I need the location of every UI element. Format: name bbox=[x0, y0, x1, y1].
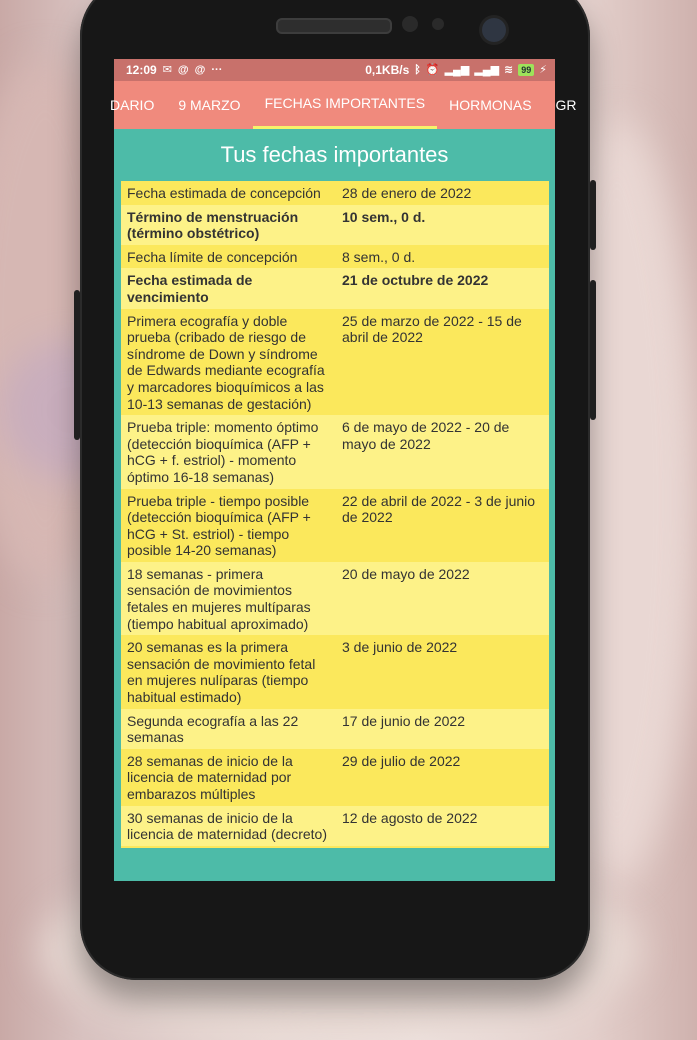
tab-hormonas[interactable]: HORMONAS bbox=[449, 97, 532, 113]
date-value: 6 de mayo de 2022 - 20 de mayo de 2022 bbox=[336, 415, 549, 488]
date-value: 29 de julio de 2022 bbox=[336, 749, 549, 806]
at-icon: @ bbox=[177, 63, 189, 76]
signal-icon: ▂▄▆ bbox=[474, 63, 500, 76]
date-label: Término de menstruación (término obstétrico) bbox=[121, 205, 336, 245]
tab-fechas-importantes[interactable]: FECHAS IMPORTANTES bbox=[253, 81, 438, 129]
page-title: Tus fechas importantes bbox=[114, 129, 555, 181]
date-value: 22 de abril de 2022 - 3 de junio de 2022 bbox=[336, 489, 549, 562]
date-value: 25 de marzo de 2022 - 15 de abril de 2022 bbox=[336, 309, 549, 416]
table-row bbox=[121, 749, 549, 806]
date-label: Fecha límite de concepción bbox=[121, 245, 336, 269]
more-icon: ··· bbox=[211, 63, 223, 76]
tab-next[interactable]: GR bbox=[555, 97, 577, 113]
wifi-icon: ≋ bbox=[504, 63, 514, 76]
at-icon: @ bbox=[194, 63, 206, 76]
date-value: 17 de junio de 2022 bbox=[336, 709, 549, 749]
date-value: 10 sem., 0 d. bbox=[336, 205, 549, 245]
volume-button bbox=[74, 290, 80, 440]
alarm-icon: ⏰ bbox=[425, 63, 440, 76]
table-row bbox=[121, 562, 549, 635]
date-label: Segunda ecografía a las 22 semanas bbox=[121, 709, 336, 749]
date-label: 20 semanas es la primera sensación de movimiento fetal en mujeres nulíparas (tiempo habitual estimado) bbox=[121, 635, 336, 708]
date-label: Fecha estimada de vencimiento bbox=[121, 268, 336, 308]
front-camera bbox=[482, 18, 506, 42]
date-value: 12 de agosto de 2022 bbox=[336, 806, 549, 846]
table-row bbox=[121, 806, 549, 846]
dates-table bbox=[121, 181, 549, 869]
date-label: Prueba triple - tiempo posible (detección bioquímica (AFP + hCG + St. estriol) - tiempo posible 14-20 semanas) bbox=[121, 489, 336, 562]
date-value: 8 sem., 0 d. bbox=[336, 245, 549, 269]
phone-frame bbox=[80, 0, 590, 980]
power-button bbox=[590, 280, 596, 420]
table-row bbox=[121, 635, 549, 708]
date-label: 30 semanas de inicio de la licencia de maternidad (decreto) bbox=[121, 806, 336, 846]
tab-bar bbox=[110, 81, 577, 129]
table-row bbox=[121, 489, 549, 562]
date-value: 28 de enero de 2022 bbox=[336, 181, 549, 205]
side-button bbox=[590, 180, 596, 250]
mail-icon: ✉ bbox=[162, 63, 172, 76]
table-row bbox=[121, 415, 549, 488]
signal-icon: ▂▄▆ bbox=[444, 63, 470, 76]
status-time: 12:09 bbox=[126, 63, 157, 77]
charging-icon: ⚡ bbox=[539, 63, 547, 76]
battery-icon: 99 bbox=[518, 64, 534, 76]
light-sensor bbox=[432, 18, 444, 30]
status-bar bbox=[114, 59, 555, 81]
table-row bbox=[121, 245, 549, 269]
footer-band bbox=[114, 848, 555, 881]
tab-9-marzo[interactable]: 9 MARZO bbox=[178, 97, 241, 113]
proximity-sensor bbox=[402, 16, 418, 32]
table-row bbox=[121, 709, 549, 749]
table-row bbox=[121, 309, 549, 416]
app-screen bbox=[110, 59, 577, 881]
date-label: 18 semanas - primera sensación de movimientos fetales en mujeres multíparas (tiempo habitual aproximado) bbox=[121, 562, 336, 635]
date-label: Fecha estimada de concepción bbox=[121, 181, 336, 205]
table-row bbox=[121, 205, 549, 245]
table-row bbox=[121, 181, 549, 205]
date-value: 3 de junio de 2022 bbox=[336, 635, 549, 708]
date-value: 21 de octubre de 2022 bbox=[336, 268, 549, 308]
bluetooth-icon: ᛒ bbox=[414, 63, 421, 76]
date-value: 20 de mayo de 2022 bbox=[336, 562, 549, 635]
date-label: 28 semanas de inicio de la licencia de maternidad por embarazos múltiples bbox=[121, 749, 336, 806]
date-label: Prueba triple: momento óptimo (detección bioquímica (AFP + hCG + f. estriol) - momento óptimo 16-18 semanas) bbox=[121, 415, 336, 488]
network-speed: 0,1KB/s bbox=[365, 63, 410, 77]
earpiece-speaker bbox=[276, 18, 392, 34]
date-label: Primera ecografía y doble prueba (cribado de riesgo de síndrome de Down y síndrome de Edwards mediante ecografía y marcadores bioquímicos a las 10-13 semanas de gestación) bbox=[121, 309, 336, 416]
table-row bbox=[121, 268, 549, 308]
tab-calendario[interactable]: DARIO bbox=[110, 97, 155, 113]
